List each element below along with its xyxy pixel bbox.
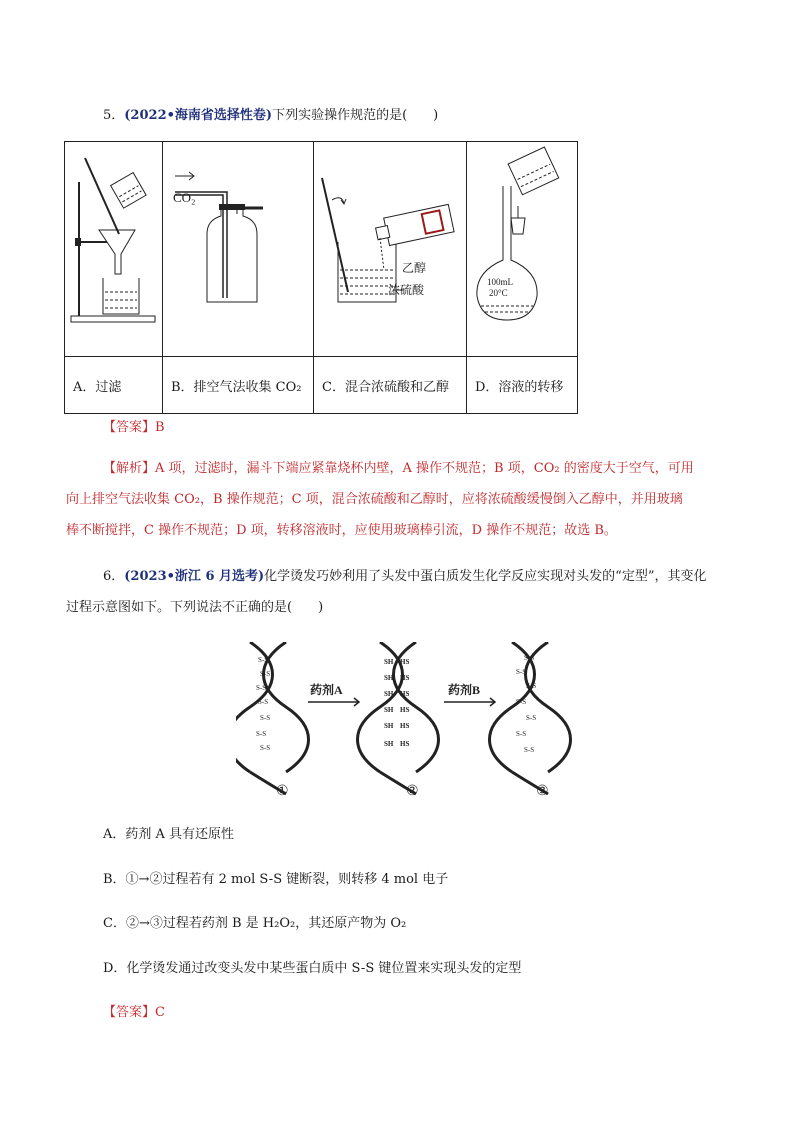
q5-answer (103, 416, 165, 435)
q6-option-b: B．①→②过程若有 2 mol S-S 键断裂，则转移 4 mol 电子 (103, 872, 449, 887)
flask-volume-label: 100mL (487, 277, 513, 287)
bond-ss: S-S (256, 730, 267, 738)
hair-perm-diagram (236, 642, 576, 802)
q6-stem-line-1: 6．(2023•浙江 6 月选考)化学烫发巧妙利用了头发中蛋白质发生化学反应实现对头发的“定型”，其变化 (103, 569, 707, 584)
helix-2 (358, 642, 439, 794)
bond-ss: S-S (516, 668, 527, 676)
stage-1-label: ① (276, 784, 289, 799)
bond-ss: S-S (524, 654, 535, 662)
q6-answer-value: C (155, 1005, 165, 1020)
gas-collection-figure (163, 142, 313, 352)
q6-number: 6． (103, 569, 125, 584)
helix-1 (236, 642, 309, 794)
q6-option-a: A．药剂 A 具有还原性 (103, 827, 235, 842)
q5-stem (103, 104, 438, 123)
bond-sh: SH (384, 674, 394, 682)
bond-ss: S-S (526, 682, 537, 690)
q6-answer (103, 1001, 165, 1020)
q5-analysis-line-1: 【解析】A 项，过滤时，漏斗下端应紧靠烧杯内壁，A 操作不规范；B 项，CO₂ 的密度大于空气，可用 (103, 461, 694, 476)
acid-mixing-figure-cell (314, 142, 467, 357)
bond-hs: HS (400, 674, 410, 682)
q5-analysis-tag: 【解析】 (103, 461, 156, 476)
q5-stem-text: 下列实验操作规范的是( ) (272, 108, 439, 123)
stage-2-label: ② (406, 784, 419, 799)
q5-source: (2022•海南省选择性卷) (124, 108, 273, 123)
gas-collection-figure-cell (163, 142, 314, 357)
q5-analysis (66, 453, 726, 546)
bond-ss: S-S (526, 714, 537, 722)
filtration-figure (65, 142, 162, 352)
bond-hs: HS (400, 740, 410, 748)
bond-hs: HS (400, 706, 410, 714)
helix-3 (490, 642, 571, 794)
bond-hs: HS (400, 658, 410, 666)
option-a-cell: A．过滤 (65, 357, 163, 414)
bond-sh: SH (384, 722, 394, 730)
option-b-cell: B．排空气法收集 CO₂ (163, 357, 314, 414)
stage-3-label: ③ (536, 784, 549, 799)
bond-ss: S-S (258, 698, 269, 706)
bond-sh: SH (384, 706, 394, 714)
co2-label: CO₂ (173, 190, 196, 205)
bond-hs: HS (400, 722, 410, 730)
bond-ss: S-S (260, 744, 271, 752)
option-c-cell: C．混合浓硫酸和乙醇 (314, 357, 467, 414)
q6-stem-line-2: 过程示意图如下。下列说法不正确的是( ) (66, 600, 324, 615)
q5-analysis-line-2: 向上排空气法收集 CO₂，B 操作规范；C 项，混合浓硫酸和乙醇时，应将浓硫酸缓慢倒入乙醇中，并用玻璃 (66, 492, 683, 507)
bond-ss: S-S (260, 670, 271, 678)
flask-temp-label: 20°C (489, 288, 508, 298)
bond-sh: SH (384, 740, 394, 748)
ethanol-label: 乙醇 (402, 261, 427, 275)
bond-ss: S-S (258, 656, 269, 664)
bond-ss: S-S (516, 730, 527, 738)
filtration-figure-cell (65, 142, 163, 357)
bond-ss: S-S (516, 698, 527, 706)
acid-mixing-figure (314, 142, 466, 352)
option-d-cell: D．溶液的转移 (467, 357, 578, 414)
q6-option-c: C．②→③过程若药剂 B 是 H₂O₂，其还原产物为 O₂ (103, 916, 407, 931)
q6-option-d: D．化学烫发通过改变头发中某些蛋白质中 S-S 键位置来实现头发的定型 (103, 961, 522, 976)
q5-answer-value: B (155, 420, 165, 435)
bond-sh: SH (384, 658, 394, 666)
q5-answer-tag: 【答案】 (103, 420, 156, 435)
acid-label: 浓硫酸 (388, 283, 425, 297)
q6-answer-tag: 【答案】 (103, 1005, 156, 1020)
q5-number: 5． (103, 108, 125, 123)
bond-sh: SH (384, 690, 394, 698)
agent-a-label: 药剂A (310, 683, 343, 697)
bond-ss: S-S (524, 746, 535, 754)
q6-stem (66, 561, 726, 623)
q5-options-table (64, 141, 578, 414)
transfer-figure-cell (467, 142, 578, 357)
q5-analysis-line-3: 棒不断搅拌，C 操作不规范；D 项，转移溶液时，应使用玻璃棒引流，D 操作不规范；故选 B。 (66, 523, 617, 538)
agent-b-label: 药剂B (448, 683, 481, 697)
bond-ss: S-S (260, 714, 271, 722)
transfer-figure (467, 142, 577, 352)
bond-hs: HS (400, 690, 410, 698)
bond-ss: S-S (256, 684, 267, 692)
q6-source: (2023•浙江 6 月选考) (124, 569, 265, 584)
